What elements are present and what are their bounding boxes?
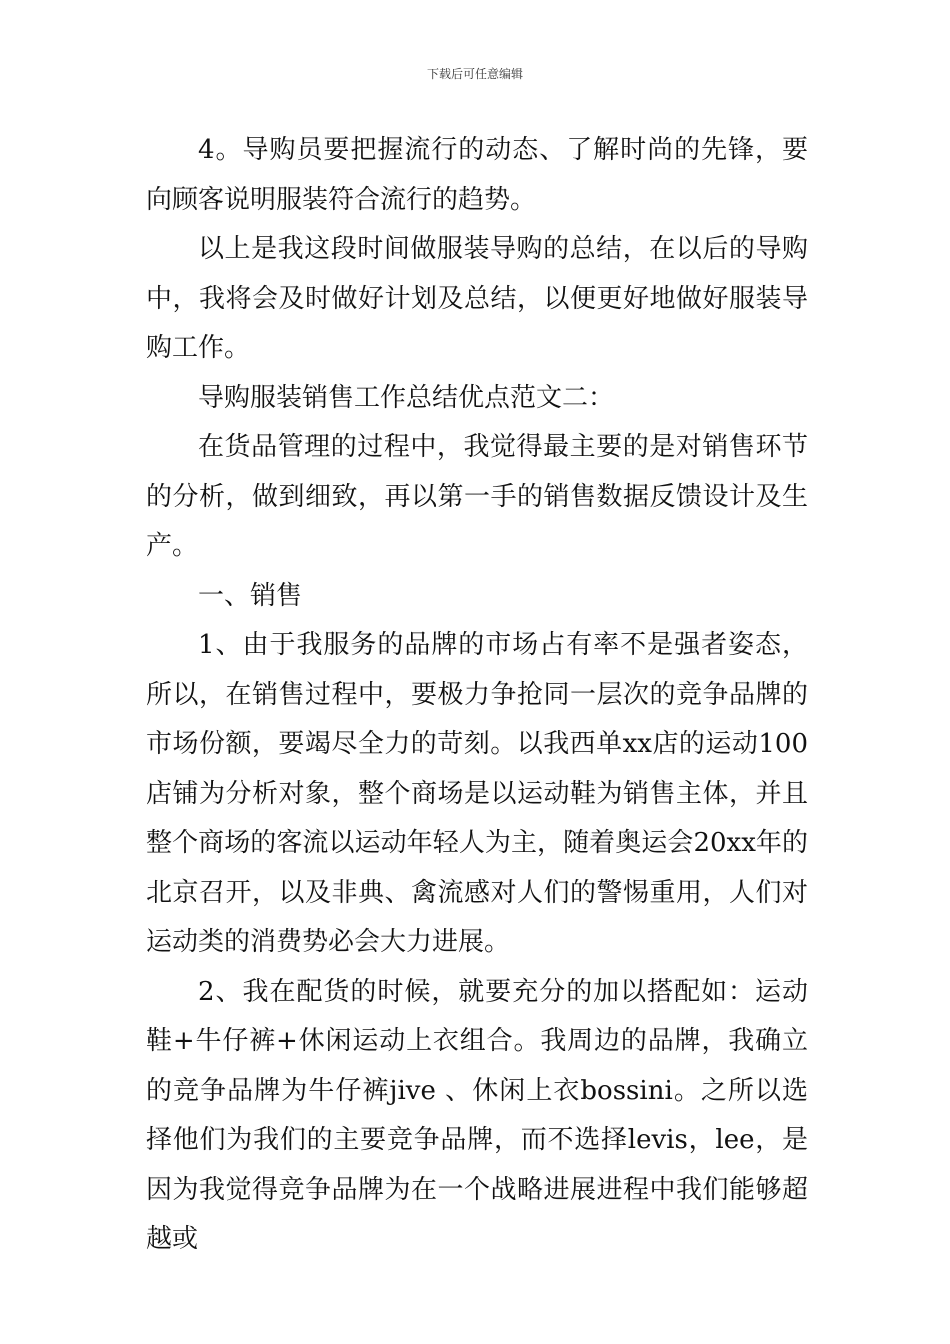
- section-heading-sales: 一、销售: [198, 580, 303, 611]
- paragraph-sales-point-1: 1、由于我服务的品牌的市场占有率不是强者姿态，所以，在销售过程中，要极力争抢同一层次的竞争品牌的市场份额，要竭尽全力的苛刻。以我西单xx店的运动100店铺为分析对象，整个商场是以运动鞋为销售主体，并且整个商场的客流以运动年轻人为主，随着奥运会20xx年的北京召开，以及非典、禽流感对人们的警惕重用，人们对运动类的消费势必会大力进展。: [146, 630, 808, 957]
- paragraph-summary: 以上是我这段时间做服装导购的总结，在以后的导购中，我将会及时做好计划及总结，以便更好地做好服装导购工作。: [146, 234, 808, 363]
- section-title-example-two: 导购服装销售工作总结优点范文二：: [198, 382, 615, 413]
- paragraph-goods-management: 在货品管理的过程中，我觉得最主要的是对销售环节的分析，做到细致，再以第一手的销售数据反馈设计及生产。: [146, 432, 808, 561]
- document-body: [146, 126, 808, 1265]
- paragraph-point-4: 4。导购员要把握流行的动态、了解时尚的先锋，要向顾客说明服装符合流行的趋势。: [146, 135, 808, 215]
- page-header: 下载后可任意编辑: [426, 67, 523, 81]
- paragraph-sales-point-2: 2、我在配货的时候，就要充分的加以搭配如：运动鞋+牛仔裤+休闲运动上衣组合。我周边的品牌，我确立的竞争品牌为牛仔裤jive 、休闲上衣bossini。之所以选择他们为我们的主要竞争品牌，而不选择levis，lee，是因为我觉得竞争品牌为在一个战略进展进程中我们能够超越或: [146, 976, 808, 1254]
